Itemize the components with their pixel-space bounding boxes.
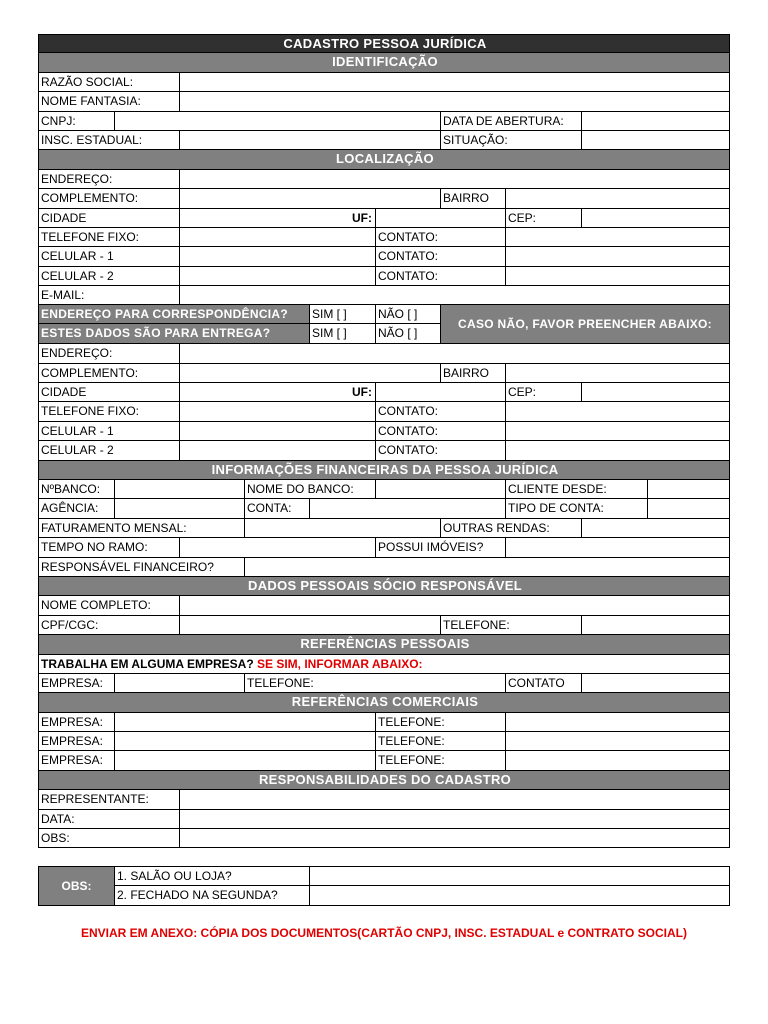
- cidade-label: CIDADE: [39, 383, 180, 401]
- nome-completo-row: [38, 596, 730, 615]
- celular1-label: CELULAR - 1: [39, 247, 180, 265]
- empresa-field[interactable]: [115, 713, 376, 731]
- email-row: [38, 286, 730, 305]
- tipo-conta-label: TIPO DE CONTA:: [506, 499, 648, 517]
- data-field[interactable]: [180, 810, 729, 828]
- cpf-cgc-field[interactable]: [180, 616, 441, 634]
- contato-field[interactable]: [506, 422, 729, 440]
- obs-label: OBS:: [39, 829, 180, 847]
- contato-label: CONTATO: [506, 674, 582, 692]
- bairro-label: BAIRRO: [441, 364, 506, 382]
- section-localizacao: [38, 150, 730, 169]
- dados-entrega-label: ESTES DADOS SÃO PARA ENTREGA?: [39, 324, 310, 343]
- endereco-label: ENDEREÇO:: [39, 344, 180, 362]
- telefone-fixo-label: TELEFONE FIXO:: [39, 228, 180, 246]
- telefone-label: TELEFONE:: [376, 751, 506, 769]
- complemento-label: COMPLEMENTO:: [39, 364, 180, 382]
- bairro-field[interactable]: [506, 364, 729, 382]
- contato-label: CONTATO:: [376, 422, 506, 440]
- contato-label: CONTATO:: [376, 267, 506, 285]
- email-field[interactable]: [180, 286, 729, 304]
- cidade-label: CIDADE: [39, 209, 180, 227]
- celular1-field[interactable]: [180, 247, 376, 265]
- registration-form: [38, 34, 730, 848]
- empresa-com-row-2: [38, 732, 730, 751]
- telefone-label: TELEFONE:: [376, 713, 506, 731]
- complemento-label: COMPLEMENTO:: [39, 189, 180, 207]
- section-title: REFERÊNCIAS COMERCIAIS: [39, 693, 729, 711]
- section-title: DADOS PESSOAIS SÓCIO RESPONSÁVEL: [39, 577, 729, 595]
- cidade2-row: [38, 383, 730, 402]
- telefone-fixo-field[interactable]: [180, 228, 376, 246]
- telefone-field[interactable]: [582, 616, 729, 634]
- se-sim-label: SE SIM, INFORMAR ABAIXO:: [257, 656, 423, 671]
- endereco-field[interactable]: [180, 344, 729, 362]
- sim-checkbox[interactable]: SIM [ ]: [310, 305, 376, 323]
- uf-field[interactable]: [376, 383, 506, 401]
- contato-field[interactable]: [506, 228, 729, 246]
- conta-label: CONTA:: [245, 499, 310, 517]
- insc-estadual-field[interactable]: [180, 131, 441, 149]
- nao-checkbox[interactable]: NÃO [ ]: [376, 324, 441, 343]
- nome-completo-label: NOME COMPLETO:: [39, 596, 180, 614]
- contato-field[interactable]: [506, 267, 729, 285]
- sim-checkbox[interactable]: SIM [ ]: [310, 324, 376, 343]
- contato-label: CONTATO:: [376, 247, 506, 265]
- endereco-row: [38, 170, 730, 189]
- possui-imoveis-label: POSSUI IMÓVEIS?: [376, 538, 506, 556]
- trabalha-row: [38, 655, 730, 674]
- contato-label: CONTATO:: [376, 441, 506, 459]
- celular1b-row: [38, 422, 730, 441]
- cliente-desde-field[interactable]: [648, 480, 729, 498]
- complemento-field[interactable]: [180, 364, 441, 382]
- banco-row: [38, 480, 730, 499]
- cep-field[interactable]: [582, 209, 729, 227]
- nome-fantasia-field[interactable]: [180, 92, 729, 110]
- correspondencia-block: [38, 305, 730, 344]
- form-title-row: [38, 34, 730, 53]
- obs-box-label: OBS:: [39, 867, 115, 905]
- agencia-row: [38, 499, 730, 518]
- faturamento-field[interactable]: [245, 519, 441, 537]
- situacao-field[interactable]: [582, 131, 729, 149]
- contato-field[interactable]: [506, 402, 729, 420]
- data-row: [38, 810, 730, 829]
- bairro-label: BAIRRO: [441, 189, 506, 207]
- resp-financeiro-row: [38, 558, 730, 577]
- endereco-label: ENDEREÇO:: [39, 170, 180, 188]
- fechado-segunda-question: 2. FECHADO NA SEGUNDA?: [115, 886, 310, 905]
- section-responsabilidades: [38, 771, 730, 790]
- resp-financeiro-field[interactable]: [245, 558, 729, 576]
- telefone-field[interactable]: [506, 732, 729, 750]
- footer-note: ENVIAR EM ANEXO: CÓPIA DOS DOCUMENTOS(CARTÃO CNPJ, INSC. ESTADUAL e CONTRATO SOCIAL): [80, 926, 688, 940]
- bairro-field[interactable]: [506, 189, 729, 207]
- cep-label: CEP:: [506, 383, 582, 401]
- obs-box: [38, 866, 730, 906]
- telefone-label: TELEFONE:: [441, 616, 582, 634]
- section-ref-comerciais: [38, 693, 730, 712]
- uf-label: UF:: [180, 209, 376, 227]
- cliente-desde-label: CLIENTE DESDE:: [506, 480, 648, 498]
- section-title: REFERÊNCIAS PESSOAIS: [39, 635, 729, 653]
- razao-social-row: [38, 73, 730, 92]
- nome-banco-label: NOME DO BANCO:: [245, 480, 376, 498]
- celular2b-row: [38, 441, 730, 460]
- empresa-label: EMPRESA:: [39, 674, 115, 692]
- section-ref-pessoais: [38, 635, 730, 654]
- outras-rendas-field[interactable]: [582, 519, 729, 537]
- celular1-row: [38, 247, 730, 266]
- celular2-row: [38, 267, 730, 286]
- celular2-field[interactable]: [180, 441, 376, 459]
- data-abertura-field[interactable]: [582, 112, 729, 130]
- telefone-fixo-row: [38, 228, 730, 247]
- trabalha-label: TRABALHA EM ALGUMA EMPRESA?: [41, 656, 254, 671]
- representante-field[interactable]: [180, 790, 729, 808]
- uf-field[interactable]: [376, 209, 506, 227]
- tempo-ramo-field[interactable]: [180, 538, 376, 556]
- possui-imoveis-field[interactable]: [506, 538, 729, 556]
- form-title: CADASTRO PESSOA JURÍDICA: [39, 35, 729, 52]
- section-title: RESPONSABILIDADES DO CADASTRO: [39, 771, 729, 789]
- cep-label: CEP:: [506, 209, 582, 227]
- representante-label: REPRESENTANTE:: [39, 790, 180, 808]
- telefone-field[interactable]: [506, 713, 729, 731]
- empresa-label: EMPRESA:: [39, 732, 115, 750]
- section-identificacao: [38, 53, 730, 72]
- contato-field[interactable]: [506, 247, 729, 265]
- agencia-label: AGÊNCIA:: [39, 499, 115, 517]
- contato-field[interactable]: [582, 674, 729, 692]
- cnpj-row: [38, 112, 730, 131]
- tipo-conta-field[interactable]: [648, 499, 729, 517]
- cnpj-field[interactable]: [115, 112, 441, 130]
- trabalha-question: [39, 655, 729, 673]
- uf-label: UF:: [180, 383, 376, 401]
- data-label: DATA:: [39, 810, 180, 828]
- salao-loja-question: 1. SALÃO OU LOJA?: [115, 867, 310, 885]
- caso-nao-note: CASO NÃO, FAVOR PREENCHER ABAIXO:: [441, 305, 729, 343]
- empresa-com-row-1: [38, 713, 730, 732]
- faturamento-label: FATURAMENTO MENSAL:: [39, 519, 245, 537]
- razao-social-field[interactable]: [180, 73, 729, 91]
- empresa-label: EMPRESA:: [39, 713, 115, 731]
- cpf-row: [38, 616, 730, 635]
- situacao-label: SITUAÇÃO:: [441, 131, 582, 149]
- celular1-field[interactable]: [180, 422, 376, 440]
- section-title: IDENTIFICAÇÃO: [39, 53, 729, 71]
- tempo-ramo-row: [38, 538, 730, 557]
- empresa-label: EMPRESA:: [39, 751, 115, 769]
- telefone-fixo-field[interactable]: [180, 402, 376, 420]
- razao-social-label: RAZÃO SOCIAL:: [39, 73, 180, 91]
- telefone-label: TELEFONE:: [245, 674, 506, 692]
- representante-row: [38, 790, 730, 809]
- end-corresp-label: ENDEREÇO PARA CORRESPONDÊNCIA?: [39, 305, 310, 323]
- celular2-field[interactable]: [180, 267, 376, 285]
- conta-field[interactable]: [310, 499, 506, 517]
- obs-row: [38, 829, 730, 848]
- celular2-label: CELULAR - 2: [39, 267, 180, 285]
- section-socio: [38, 577, 730, 596]
- contato-field[interactable]: [506, 441, 729, 459]
- fechado-segunda-field[interactable]: [310, 886, 729, 905]
- complemento-row: [38, 189, 730, 208]
- celular2-label: CELULAR - 2: [39, 441, 180, 459]
- insc-estadual-label: INSC. ESTADUAL:: [39, 131, 180, 149]
- outras-rendas-label: OUTRAS RENDAS:: [441, 519, 582, 537]
- endereco2-row: [38, 344, 730, 363]
- empresa-ref-row: [38, 674, 730, 693]
- obs-field[interactable]: [180, 829, 729, 847]
- cpf-cgc-label: CPF/CGC:: [39, 616, 180, 634]
- contato-label: CONTATO:: [376, 228, 506, 246]
- section-financeiras: [38, 461, 730, 480]
- salao-loja-field[interactable]: [310, 867, 729, 885]
- section-title: LOCALIZAÇÃO: [39, 150, 729, 168]
- cnpj-label: CNPJ:: [39, 112, 115, 130]
- endereco-field[interactable]: [180, 170, 729, 188]
- email-label: E-MAIL:: [39, 286, 180, 304]
- data-abertura-label: DATA DE ABERTURA:: [441, 112, 582, 130]
- section-title: INFORMAÇÕES FINANCEIRAS DA PESSOA JURÍDICA: [39, 461, 729, 479]
- complemento-field[interactable]: [180, 189, 441, 207]
- insc-estadual-row: [38, 131, 730, 150]
- nome-fantasia-label: NOME FANTASIA:: [39, 92, 180, 110]
- telefone-field[interactable]: [506, 751, 729, 769]
- cidade-row: [38, 209, 730, 228]
- empresa-com-row-3: [38, 751, 730, 770]
- nome-fantasia-row: [38, 92, 730, 111]
- resp-financeiro-label: RESPONSÁVEL FINANCEIRO?: [39, 558, 245, 576]
- telefone-fixo2-row: [38, 402, 730, 421]
- tempo-ramo-label: TEMPO NO RAMO:: [39, 538, 180, 556]
- nbanco-field[interactable]: [115, 480, 245, 498]
- faturamento-row: [38, 519, 730, 538]
- nao-checkbox[interactable]: NÃO [ ]: [376, 305, 441, 323]
- nome-banco-field[interactable]: [376, 480, 506, 498]
- empresa-field[interactable]: [115, 751, 376, 769]
- empresa-field[interactable]: [115, 732, 376, 750]
- empresa-field[interactable]: [115, 674, 245, 692]
- telefone-fixo-label: TELEFONE FIXO:: [39, 402, 180, 420]
- telefone-label: TELEFONE:: [376, 732, 506, 750]
- nbanco-label: NºBANCO:: [39, 480, 115, 498]
- complemento2-row: [38, 364, 730, 383]
- nome-completo-field[interactable]: [180, 596, 729, 614]
- contato-label: CONTATO:: [376, 402, 506, 420]
- agencia-field[interactable]: [115, 499, 245, 517]
- cep-field[interactable]: [582, 383, 729, 401]
- celular1-label: CELULAR - 1: [39, 422, 180, 440]
